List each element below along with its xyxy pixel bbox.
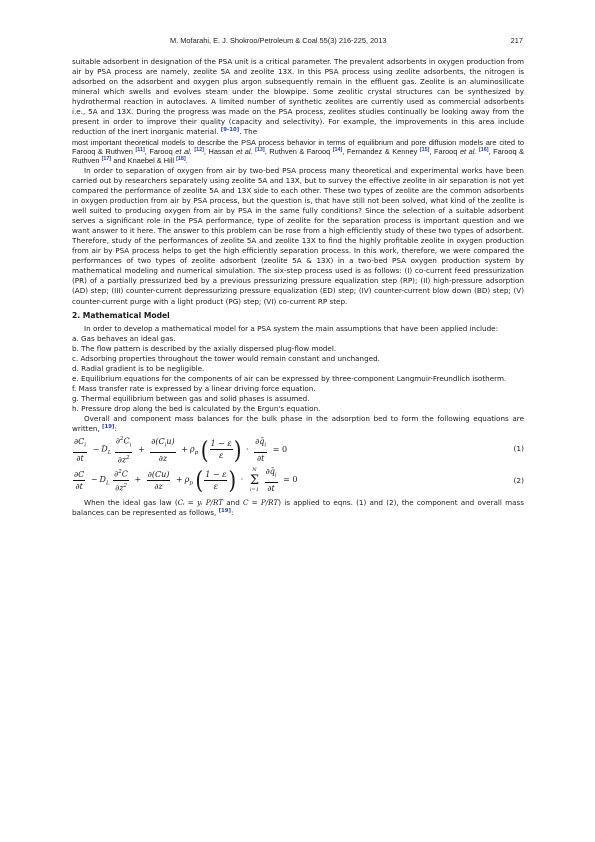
ideal-gas-law-overall: C = P/RT	[242, 498, 279, 508]
list-item: h. Pressure drop along the bed is calculated by the Ergun's equation.	[72, 404, 321, 414]
list-item: d. Radial gradient is to be negligible.	[72, 363, 205, 373]
list-item: c. Adsorbing properties throughout the tower would remain constant and unchanged.	[72, 353, 380, 363]
ideal-gas-law-component: Cᵢ = yᵢ P/RT	[177, 498, 224, 508]
citation-11[interactable]: [11]	[135, 146, 145, 153]
citation-13[interactable]: [13]	[255, 146, 265, 153]
ideal-gas-paragraph: When the ideal gas law (Cᵢ = yᵢ P/RT and C = P/RT) is applied to eqns. (1) and (2), the component and overall mass balances can be represented as follows, [19]:	[72, 498, 524, 518]
page-number: 217	[510, 36, 523, 45]
intro-paragraph-2: most important theoretical models to describe the PSA process behavior in terms of equilibrium and pore diffusion models are cited to Farooq & Ruthven [11], Farooq et al. [12], Hassan et al. [13], Ruthven & Farooq [14], Fernandez & Kenney [15], Farooq et al. [16], Farooq & Ruthven [17] and Knaebel & Hill [18].	[72, 137, 525, 166]
section-heading: 2. Mathematical Model	[72, 310, 170, 320]
equation-number: (1)	[513, 444, 524, 454]
intro-paragraph-1: suitable adsorbent in designation of the PSA unit is a critical parameter. The prevalent adsorbents in oxygen production from air by PSA process are namely, zeolite 5A and zeolite 13X. In this PSA process using zeolite adsorbents, the nitrogen is adsorbed on the adsorbent and oxygen plus argon subsequently remain in the effluent gas. Zeolite is an aluminosilicate mineral which swells and evolves steam under the blowpipe. Some zeolitic crystal structures can be synthesized by hydrothermal reaction in autoclaves. A limited number of synthetic zeolites are currently used as commercial adsorbents i.e., 5A and 13X. During the progress was made on the PSA process, zeolites studies continually be looking away from the present in order to improve their quality (capacity and selectivity). For example, the improvements in this area include reduction of the inert inorganic material. [9-10]. The	[72, 57, 524, 137]
citation-12[interactable]: [12]	[194, 146, 204, 153]
section-lead: In order to develop a mathematical model for a PSA system the main assumptions that have been applied include:	[84, 323, 499, 333]
citation-17[interactable]: [17]	[101, 156, 112, 163]
balance-paragraph: Overall and component mass balances for the bulk phase in the adsorption bed to form the following equations are written, [19]:	[72, 414, 524, 434]
list-item: b. The flow pattern is described by the axially dispersed plug-flow model.	[72, 343, 337, 353]
list-item: a. Gas behaves an ideal gas.	[72, 333, 176, 343]
list-item: e. Equilibrium equations for the components of air can be expressed by three-component Langmuir-Freundlich isotherm.	[72, 373, 507, 383]
citation-19[interactable]: [19]	[102, 424, 115, 431]
citation-18[interactable]: [18]	[176, 156, 186, 163]
citation-14[interactable]: [14]	[332, 146, 343, 153]
citation-15[interactable]: [15]	[419, 146, 430, 153]
equation-1: $\frac{\partial C_i}{\partial t}$ − $D_L$ $\frac{\partial^2C_i}{\partial z^2}$ + $\frac{\partial(C_iu)}{\partial z}$ + $\rho_p$ ( $\frac{1 - \varepsilon}{\varepsilon}$ ) · $\frac{\partial q̄_i}{\partial t}$ = 0 (1)	[74, 435, 524, 465]
article-body	[72, 57, 524, 518]
intro-paragraph-3: In order to separation of oxygen from air by two-bed PSA process many theoretical and experimental works have been carried out by researchers separately using zeolite 5A and 13X, but to survey the effective zeolite in air separation is not yet compared the performance of zeolite 5A and 13X side to each other. These two types of zeolite are the common adsorbents in oxygen production from air by PSA process, but the question is, that have still not been solved, what kind of the zeolite is well suited to producing oxygen from air by PSA in the same fully conditions? Since the selection of a suitable adsorbent serves a significant role in the PSA performance, type of zeolite for the separation process is important question and we want answer to it here. The answer to this problem can be rose from a high efficiently study of these two types of adsorbent. Therefore, study of the performances of zeolite 5A and zeolite 13X to find the highly profitable zeolite in oxygen production from air by PSA process helps to get the high efficiently separation process. In this work, therefore, we were compared the performances of two types of zeolite adsorbent (zeolite 5A & 13X) in a two-bed PSA oxygen production system by mathematical modeling and numerical simulation. The six-step process used is as follows: (I) co-current feed pressurization (PR) of a partially pressurized bed by a previous pressurizing pressure equalization step (RP); (II) high-pressure adsorption (AD) step; (III) counter-current depressurizing pressure equalization (ED) step; (IV) counter-current blow down (BD) step; (V) counter-current purge with a light product (PG) step; (VI) co-current RP step.	[72, 165, 524, 306]
equation-2: $\frac{\partial C}{\partial t}$ − $D_L$ $\frac{\partial^2C}{\partial z^2}$ + $\frac{\partial(Cu)}{\partial z}$ + $\rho_p$ ( $\frac{1 - \varepsilon}{\varepsilon}$ ) · N Σ i=1 $\frac{\partial q̄_i}{\partial t}$ = 0 (2)	[74, 465, 524, 495]
assumption-list	[72, 334, 524, 415]
equation-number: (2)	[513, 476, 524, 486]
citation-16[interactable]: [16]	[478, 146, 489, 153]
citation-19[interactable]: [19]	[218, 508, 231, 515]
citation-9-10[interactable]: [9-10]	[220, 127, 240, 134]
running-title: M. Mofarahi, E. J. Shokroo/Petroleum & Coal 55(3) 216-225, 2013	[170, 36, 387, 45]
list-item: g. Thermal equilibrium between gas and solid phases is assumed.	[72, 394, 310, 404]
list-item: f. Mass transfer rate is expressed by a linear driving force equation.	[72, 383, 316, 393]
